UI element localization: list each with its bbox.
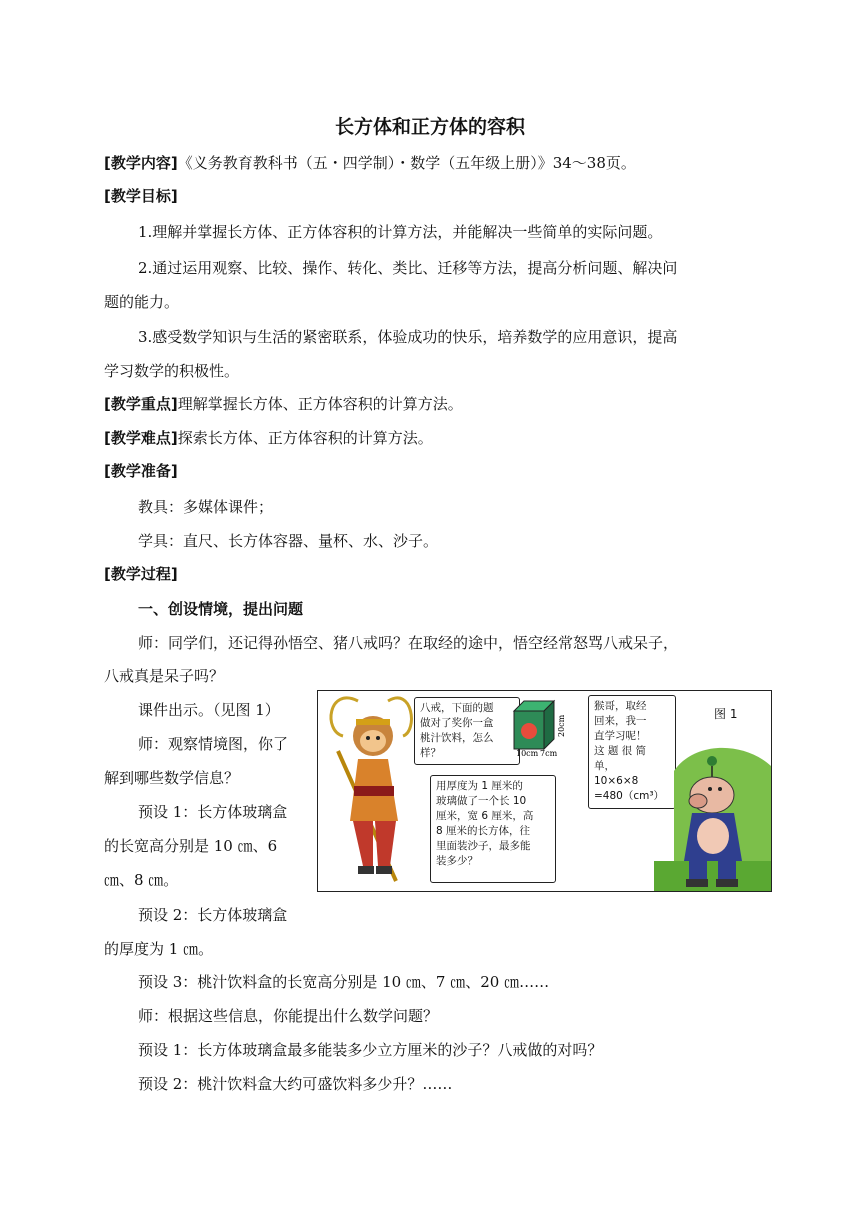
difficulty (104, 428, 784, 448)
section-label: [教学准备] (104, 462, 178, 480)
goal-3-line2: 学习数学的积极性。 (104, 362, 240, 380)
box-width-label: 7cm (540, 749, 558, 757)
teaching-content (104, 153, 784, 173)
answer-2: 预设 2：桃汁饮料盒大约可盛饮料多少升？…… (138, 1075, 453, 1093)
section-label: [教学目标] (104, 187, 178, 205)
bubble-line: 单， (594, 760, 615, 772)
section-text: 《义务教育教科书（五・四学制）・数学（五年级上册）》34～38页。 (177, 154, 636, 172)
paragraph-3-line1: 师：观察情境图，你了 (138, 735, 289, 753)
bubble-line: 8 厘米的长方体，往 (436, 825, 531, 837)
bubble-line: 这 题 很 简 (594, 745, 647, 757)
key-point (104, 394, 784, 414)
preset-1-line1: 预设 1：长方体玻璃盒 (138, 803, 288, 821)
section-label: [教学内容] (104, 154, 178, 172)
speech-bubble-monkey-top (414, 697, 520, 765)
section-label: [教学过程] (104, 565, 178, 583)
bubble-line: 10×6×8 (594, 775, 639, 787)
paragraph-2: 课件出示。（见图 1） (138, 701, 280, 719)
bubble-line: 八戒，下面的题 (420, 702, 494, 714)
box-length-label: 10cm (516, 749, 539, 757)
bubble-line: 回来，我一 (594, 715, 647, 727)
teaching-process-heading (104, 564, 784, 584)
teaching-goals-heading (104, 186, 784, 206)
goal-1: 1.理解并掌握长方体、正方体容积的计算方法，并能解决一些简单的实际问题。 (138, 223, 663, 241)
section-label: [教学难点] (104, 429, 178, 447)
paragraph-1-line1: 师：同学们，还记得孙悟空、猪八戒吗？在取经的途中，悟空经常怒骂八戒呆子， (138, 634, 679, 652)
figure-label: 图 1 (714, 707, 738, 721)
monkey-king-illustration (318, 691, 428, 891)
bubble-line: 桃汁饮料，怎么 (420, 732, 494, 744)
preset-3: 预设 3：桃汁饮料盒的长宽高分别是 10 ㎝、7 ㎝、20 ㎝…… (138, 973, 550, 991)
section-heading-1: 一、创设情境，提出问题 (138, 600, 304, 618)
teaching-prep-heading (104, 461, 784, 481)
bubble-line: 玻璃做了一个长 10 (436, 795, 527, 807)
speech-bubble-question (430, 775, 556, 883)
preset-1-line2: 的长宽高分别是 10 ㎝、6 (104, 837, 278, 855)
section-text: 理解掌握长方体、正方体容积的计算方法。 (177, 395, 463, 413)
goal-2-line2: 题的能力。 (104, 293, 180, 311)
bubble-line: 用厚度为 1 厘米的 (436, 780, 523, 792)
bubble-line: 厘米，宽 6 厘米，高 (436, 810, 534, 822)
teacher-tools: 教具：多媒体课件； (138, 498, 274, 516)
preset-2-line2: 的厚度为 1 ㎝。 (104, 940, 214, 958)
bubble-line: 装多少？ (436, 855, 478, 867)
goal-2-line1: 2.通过运用观察、比较、操作、转化、类比、迁移等方法，提高分析问题、解决问 (138, 259, 678, 277)
juice-box-illustration (510, 697, 572, 757)
pigsy-illustration (654, 731, 771, 891)
student-tools: 学具：直尺、长方体容器、量杯、水、沙子。 (138, 532, 439, 550)
paragraph-3-line2: 解到哪些数学信息？ (104, 769, 240, 787)
bubble-line: 猴哥，取经 (594, 700, 647, 712)
bubble-line: 样？ (420, 747, 441, 759)
goal-3-line1: 3.感受数学知识与生活的紧密联系，体验成功的快乐，培养数学的应用意识，提高 (138, 328, 678, 346)
paragraph-1-line2: 八戒真是呆子吗？ (104, 667, 225, 685)
bubble-line: 做对了奖你一盒 (420, 717, 494, 729)
preset-1-line3: ㎝、8 ㎝。 (104, 871, 179, 889)
bubble-line: 直学习呢！ (594, 730, 647, 742)
bubble-line: 里面装沙子，最多能 (436, 840, 531, 852)
section-label: [教学重点] (104, 395, 178, 413)
preset-2-line1: 预设 2：长方体玻璃盒 (138, 906, 288, 924)
page-title: 长方体和正方体的容积 (334, 116, 525, 138)
answer-1: 预设 1：长方体玻璃盒最多能装多少立方厘米的沙子？八戒做的对吗？ (138, 1041, 603, 1059)
figure-1 (317, 690, 772, 892)
bubble-line: =480（cm³） (594, 790, 665, 802)
question: 师：根据这些信息，你能提出什么数学问题？ (138, 1007, 439, 1025)
box-height-label: 20cm (557, 714, 566, 737)
section-text: 探索长方体、正方体容积的计算方法。 (177, 429, 433, 447)
